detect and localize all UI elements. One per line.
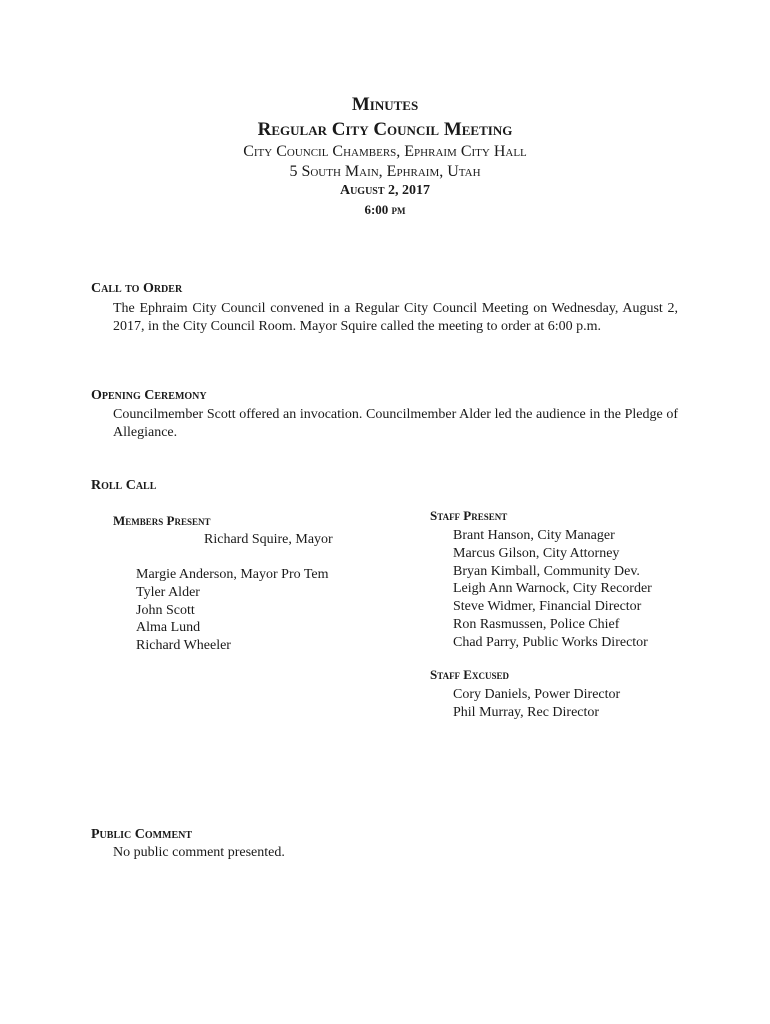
list-item: Tyler Alder [136,584,200,600]
list-item: Steve Widmer, Financial Director [453,599,642,615]
public-comment-text: No public comment presented. [113,845,285,860]
members-present-heading: Members Present [113,513,211,528]
meeting-type: Regular City Council Meeting [257,119,513,140]
roll-call-heading: Roll Call [91,478,157,493]
mayor-name: Richard Squire, Mayor [204,532,333,547]
meeting-date: August 2, 2017 [339,183,431,198]
document-title: Minutes [351,94,419,115]
list-item: Brant Hanson, City Manager [453,528,615,543]
staff-present-list [453,527,652,652]
meeting-location: City Council Chambers, Ephraim City Hall [243,143,527,160]
list-item: Margie Anderson, Mayor Pro Tem [136,567,329,582]
list-item: Richard Wheeler [136,638,231,654]
staff-excused-heading: Staff Excused [430,667,509,682]
call-to-order-text: The Ephraim City Council convened in a Regular City Council Meeting on Wednesday, August 2, 2017, in the City Council Room. Mayor Squire called the meeting to order at 6:00 p.m. [113,301,678,334]
list-item: Cory Daniels, Power Director [453,687,621,702]
meeting-address: 5 South Main, Ephraim, Utah [289,163,481,180]
list-item: Marcus Gilson, City Attorney [453,545,620,561]
members-list [136,566,329,655]
list-item: Chad Parry, Public Works Director [453,634,648,650]
list-item: Phil Murray, Rec Director [453,704,600,720]
opening-ceremony-text: Councilmember Scott offered an invocation. Councilmember Alder led the audience in the Pledge of Allegiance. [113,407,678,440]
list-item: Bryan Kimball, Community Dev. [453,563,640,579]
public-comment-heading: Public Comment [91,827,193,842]
staff-present-heading: Staff Present [430,508,508,523]
list-item: John Scott [136,602,195,618]
opening-ceremony-heading: Opening Ceremony [91,388,207,403]
staff-excused-list [453,686,620,722]
meeting-time: 6:00 pm [364,202,406,217]
list-item: Leigh Ann Warnock, City Recorder [453,581,652,597]
list-item: Ron Rasmussen, Police Chief [453,616,620,632]
list-item: Alma Lund [136,620,201,636]
call-to-order-heading: Call to Order [91,281,183,296]
